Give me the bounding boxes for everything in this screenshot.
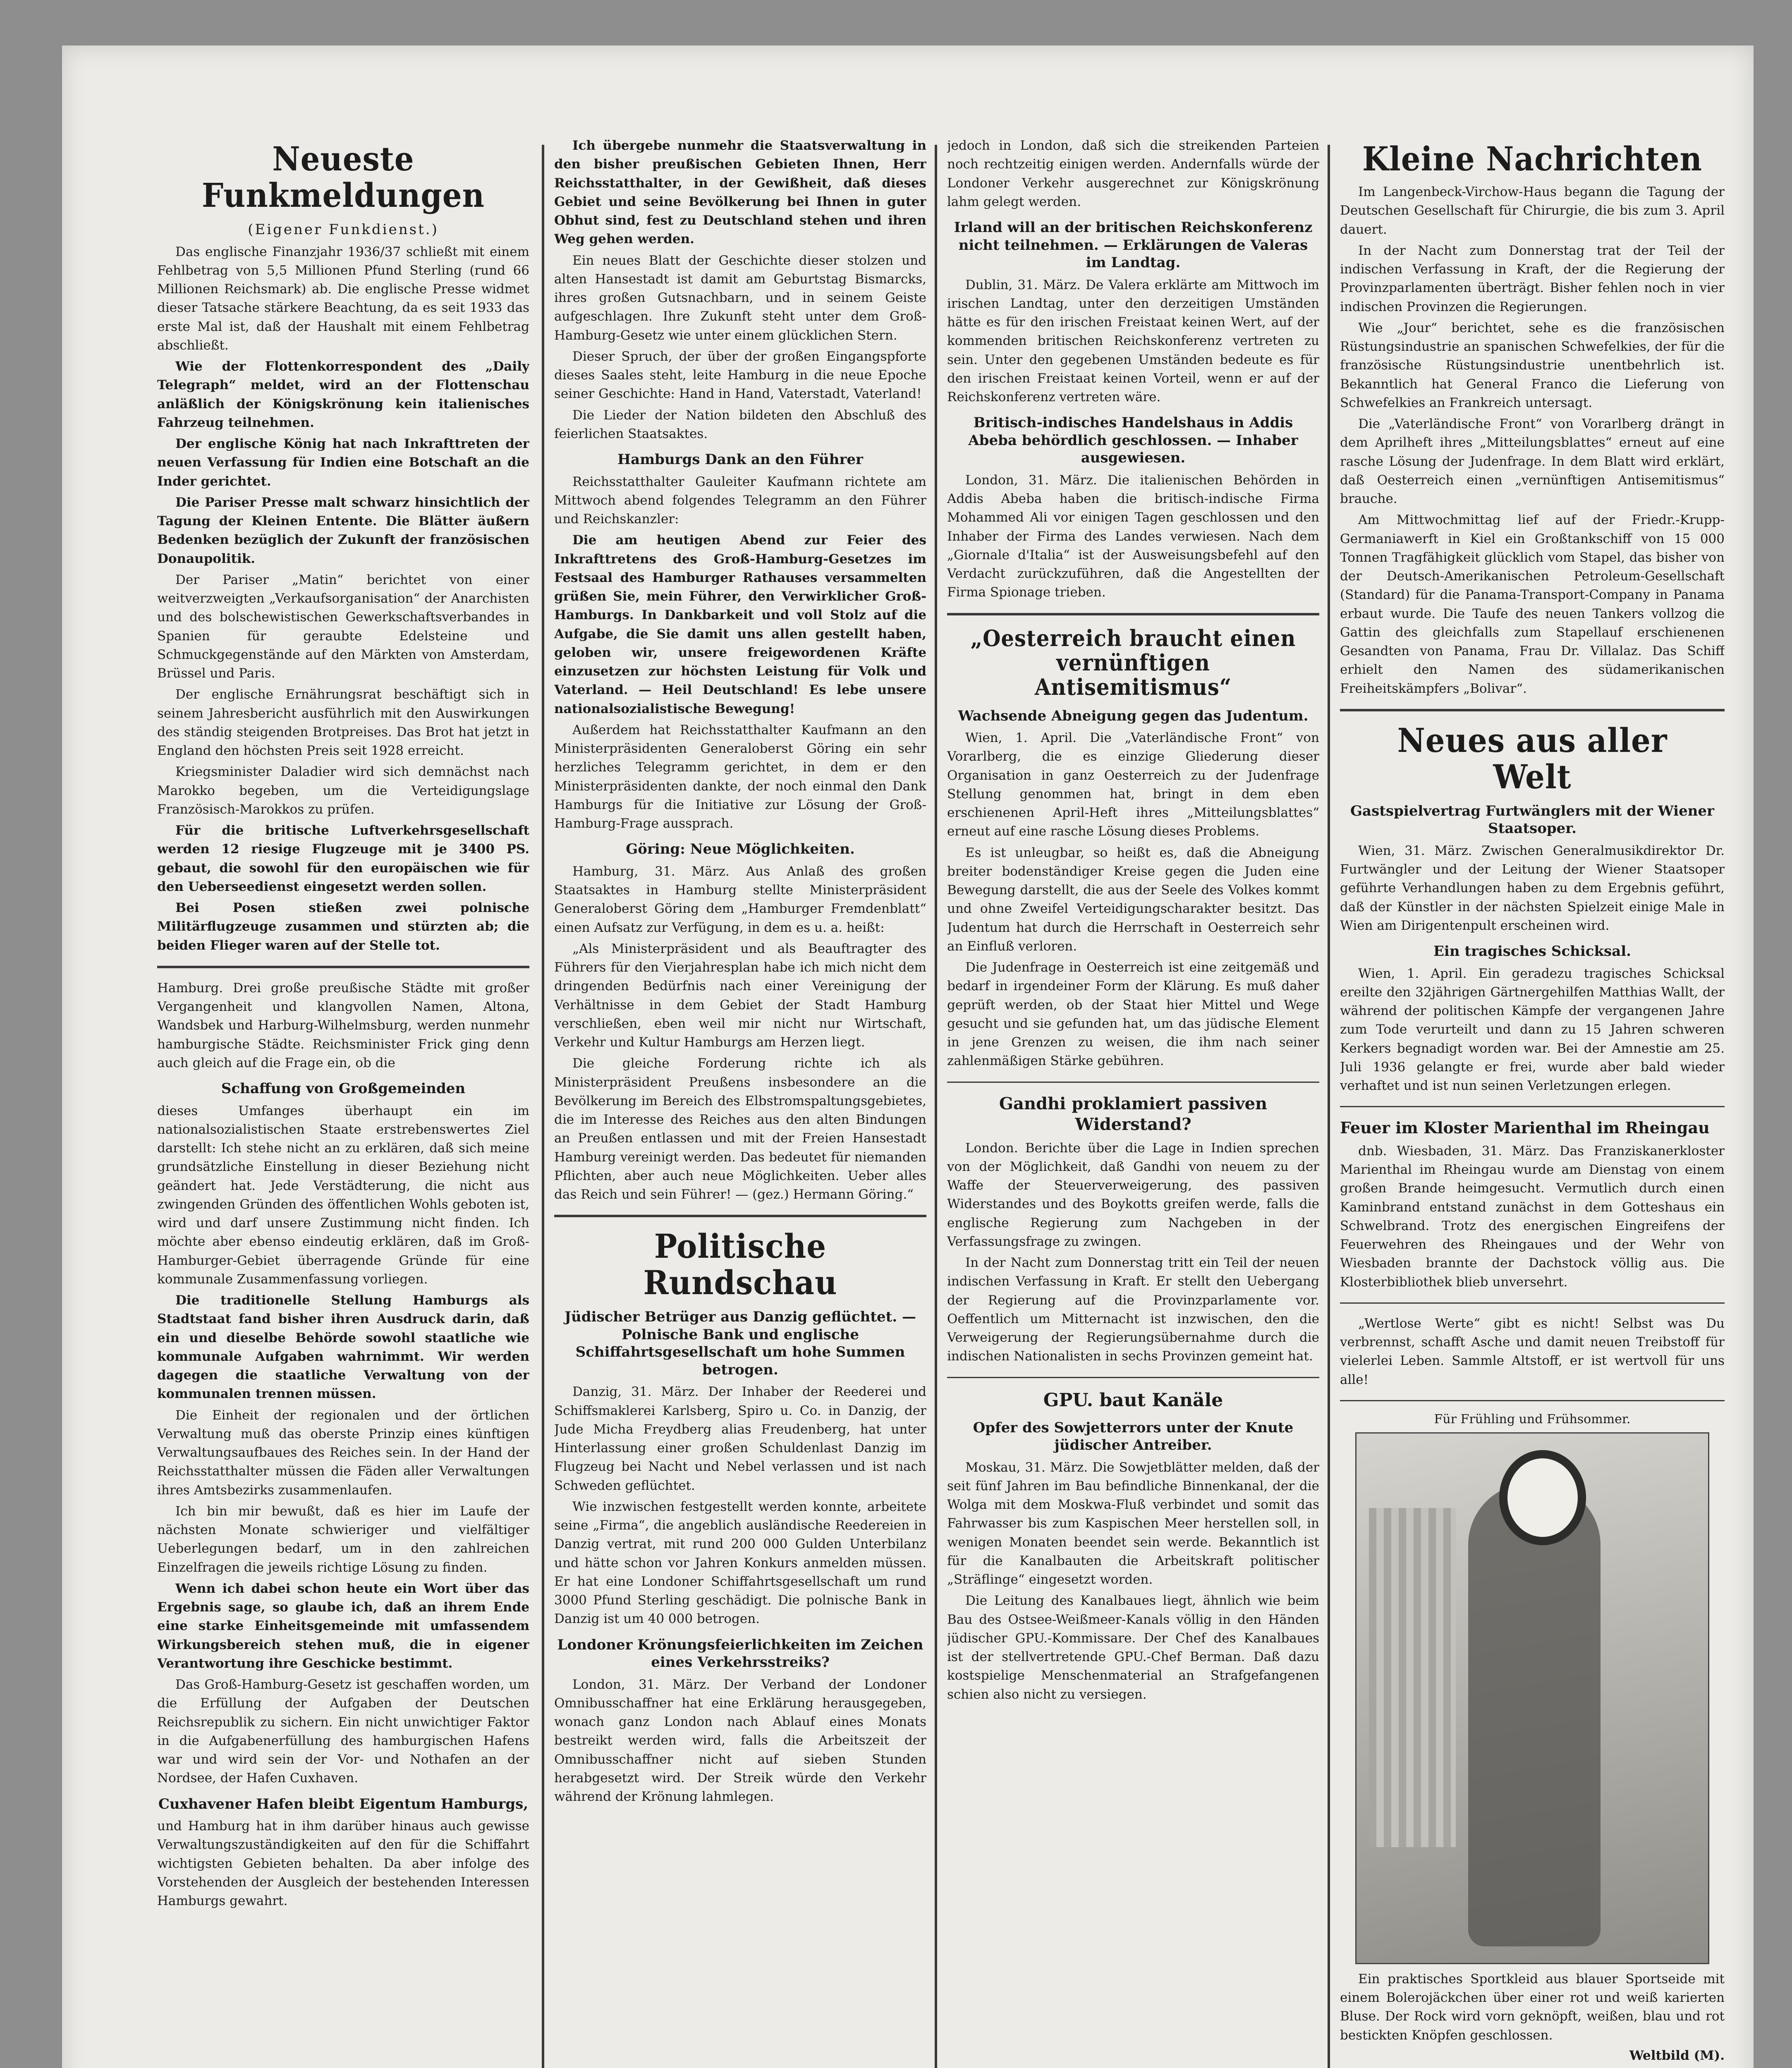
article-paragraph: Wie inzwischen festgestellt werden konnte, arbeitete seine „Firma“, die angeblich ausländische Reedereien in Danzig vertrat, mit rund 200 000 Gulden Unterbilanz und hätte schon vor Jahren Konkurs anmelden müssen. Er hat eine Londoner Schiffahrtsgesellschaft um rund 3000 Pfund Sterling geschädigt. Die polnische Bank in Danzig ist um 40 000 betrogen.	[554, 1499, 926, 1627]
headline-neues-aus-aller-welt: Neues aus aller Welt	[1397, 720, 1668, 796]
section-rule	[1340, 1302, 1725, 1304]
news-paragraph: Im Langenbeck-Virchow-Haus begann die Tagung der Deutschen Gesellschaft für Chirurgie, die bis zum 3. April dauert.	[1340, 184, 1725, 237]
article-paragraph: Die Lieder der Nation bildeten den Abschluß des feierlichen Staatsaktes.	[554, 407, 926, 441]
section-rule	[1340, 1106, 1725, 1107]
news-paragraph: Für die britische Luftverkehrsgesellschaft werden 12 riesige Flugzeuge mit je 3400 PS. gebaut, die sowohl für den europäischen wie für den Ueberseedienst eingesetzt werden sollen.	[157, 823, 529, 894]
article-paragraph: dieses Umfanges überhaupt ein im nationalsozialistischen Staate erstrebenswertes Ziel darstellt: Ich stehe nicht an zu erklären, daß sich meine grundsätzliche Einstellung in dieser Beziehung nicht geändert hat. Jede Verstädterung, die nicht aus zwingenden Gründen des öffentlichen Wohls geboten ist, wird und darf unsere Zustimmung nicht finden. Ich möchte aber ebenso eindeutig erklären, daß im Groß-Hamburger-Gebiet überragende Gründe für eine kommunale Zusammenfassung vorliegen.	[157, 1103, 529, 1287]
headline-antisemitismus: „Oesterreich braucht einen vernünftigen Antisemitismus“	[970, 625, 1296, 701]
article-paragraph: „Als Ministerpräsident und als Beauftragter des Führers für den Vierjahresplan habe ich mich nicht dem dringenden Bedürfnis nach einer Vereinigung der Verhältnisse in dem Gebiet der Stadt Hamburg verschließen, eben weil mir nicht nur Wirtschaft, Verkehr und Kultur Hamburgs am Herzen liegt.	[554, 941, 926, 1050]
news-paragraph: Am Mittwochmittag lief auf der Friedr.-Krupp-Germaniawerft in Kiel ein Großtankschiff von 15 000 Tonnen Tragfähigkeit glücklich vom Stapel, das bisher von der Deutsch-Amerikanischen Petroleum-Gesellschaft (Standard) für die Panama-Transport-Company in Panama erbaut wurde. Die Taufe des neuen Tankers vollzog die Gattin des gleichfalls zum Stapellauf erschienenen Gesandten von Panama, Frau Dr. Villalaz. Das Schiff erhielt den Namen des südamerikanischen Freiheitskämpfers „Bolivar“.	[1340, 512, 1725, 696]
subheading: Schaffung von Großgemeinden	[221, 1080, 466, 1097]
column-2	[554, 136, 926, 2068]
article-paragraph: Dublin, 31. März. De Valera erklärte am Mittwoch im irischen Landtag, unter den derzeitigen Umständen hätte es für den irischen Freistaat keinen Wert, auf der kommenden britischen Reichskonferenz vertreten zu sein. Unter den gegebenen Umständen bedeute es für den irischen Freistaat keinen Vorteil, wenn er auf der Reichskonferenz vertreten wäre.	[947, 277, 1319, 405]
source-line: (Eigener Funkdienst.)	[248, 221, 439, 238]
section-rule	[947, 1377, 1319, 1378]
news-paragraph: In der Nacht zum Donnerstag trat der Teil der indischen Verfassung in Kraft, der die Regierung der Provinzparlamenten überträgt. Bisher fehlen noch in vier indischen Provinzen die Regierungen.	[1340, 243, 1725, 314]
article-paragraph: Dieser Spruch, der über der großen Eingangspforte dieses Saales steht, leite Hamburg in die neue Epoche seiner Geschichte: Hand in Hand, Vaterstadt, Vaterland!	[554, 349, 926, 402]
subheading: Ein tragisches Schicksal.	[1433, 943, 1631, 960]
article-paragraph: Außerdem hat Reichsstatthalter Kaufmann an den Ministerpräsidenten Generaloberst Göring ein sehr herzliches Telegramm gerichtet, in dem er den Ministerpräsidenten dankte, der noch einmal den Dank Hamburgs für die Initiative zur Lösung der Groß-Hamburg-Frage aussprach.	[554, 722, 926, 831]
photo-curtain	[1369, 1508, 1456, 1847]
article-paragraph: Die traditionelle Stellung Hamburgs als Stadtstaat fand bisher ihren Ausdruck darin, daß ein und dieselbe Behörde sowohl staatliche wie kommunale Aufgaben wahrnimmt. Wir werden dagegen die staatliche Verwaltung von der kommunalen trennen müssen.	[157, 1293, 529, 1402]
news-paragraph: Wie „Jour“ berichtet, sehe es die französischen Rüstungsindustrie an spanischen Schwefelkies, der für die französische Rüstungsindustrie unentbehrlich ist. Bekanntlich hat General Franco die Lieferung von Schwefelkies an Frankreich untersagt.	[1340, 320, 1725, 410]
column-rule	[935, 145, 937, 2068]
news-paragraph: Wie der Flottenkorrespondent des „Daily Telegraph“ meldet, wird an der Flottenschau anläßlich der Königskrönung kein italienisches Fahrzeug teilnehmen.	[157, 359, 529, 430]
article-paragraph: London, 31. März. Der Verband der Londoner Omnibusschaffner hat eine Erklärung herausgegeben, wonach ganz London nach Ablauf eines Monats bestreikt werden wird, falls die Arbeitszeit der Omnibusschaffner nicht auf sieben Stunden herabgesetzt wird. Der Streik würde den Verkehr während der Krönung lahmlegen.	[554, 1677, 926, 1804]
photo-title: Für Frühling und Frühsommer.	[1434, 1412, 1631, 1427]
subheading: Cuxhavener Hafen bleibt Eigentum Hamburgs,	[158, 1795, 529, 1812]
article-paragraph: Ich bin mir bewußt, daß es hier im Laufe der nächsten Monate schwieriger und vielfältiger Ueberlegungen bedarf, um in den zahlreichen Einzelfragen die jeweils richtige Lösung zu finden.	[157, 1503, 529, 1575]
subheading: Irland will an der britischen Reichskonferenz nicht teilnehmen. — Erklärungen de Valeras im Landtag.	[954, 219, 1313, 271]
article-paragraph: Die Einheit der regionalen und der örtlichen Verwaltung muß das oberste Prinzip eines künftigen Verwaltungsaufbaues des Reiches sein. In der Hand der Reichsstatthalter müssen die Fäden aller Verwaltungen ihres Amtsbezirks zusammenlaufen.	[157, 1407, 529, 1498]
subheading: Hamburgs Dank an den Führer	[617, 451, 863, 468]
subheading: Feuer im Kloster Marienthal im Rheingau	[1340, 1118, 1710, 1137]
subheading: Londoner Krönungsfeierlichkeiten im Zeichen eines Verkehrsstreiks?	[557, 1636, 924, 1671]
column-1	[157, 136, 529, 2068]
article-paragraph: Danzig, 31. März. Der Inhaber der Reederei und Schiffsmaklerei Karlsberg, Spiro u. Co. in Danzig, der Jude Micha Freydberg alias Freudenberg, hat unter Hinterlassung einer großen Schuldenlast Danzig im Flugzeug bei Nacht und Nebel verlassen und ist nach Schweden geflüchtet.	[554, 1384, 926, 1493]
column-rule	[1328, 145, 1330, 2068]
article-paragraph: Die gleiche Forderung richte ich als Ministerpräsident Preußens insbesondere an die Bevölkerung im Bereich des Elbstromspaltungsgebietes, die im Interesse des Reiches aus den alten Bindungen an Preußen entlassen und mit der Freien Hansestadt Hamburg vereinigt werden. Das bedeutet für niemanden Pflichten, aber auch neue Möglichkeiten. Ueber alles das Reich und sein Führer! — (gez.) Hermann Göring.“	[554, 1056, 926, 1202]
column-4	[1340, 136, 1725, 2068]
article-paragraph: Wien, 1. April. Die „Vaterländische Front“ von Vorarlberg, die es einzige Gliederung dieser Organisation in ganz Oesterreich zu der Judenfrage Stellung genommen hat, bringt in dem eben erschienenen April-Heft ihres „Mitteilungsblattes“ erneut auf eine rasche Lösung dieses Problems.	[947, 730, 1319, 839]
news-paragraph: Kriegsminister Daladier wird sich demnächst nach Marokko begeben, um die Verteidigungslage Französisch-Marokkos zu prüfen.	[157, 764, 529, 817]
section-rule	[1340, 709, 1725, 711]
article-paragraph: Die Judenfrage in Oesterreich ist eine zeitgemäß und bedarf in irgendeiner Form der Klärung. Es muß daher geprüft werden, ob der Staat hier Mittel und Wege gesucht und sie gefunden hat, um das jüdische Element in jene Grenzen zu weisen, die ihm nach seiner zahlenmäßigen Stärke gebühren.	[947, 960, 1319, 1069]
section-rule	[947, 613, 1319, 615]
article-paragraph: Ich übergebe nunmehr die Staatsverwaltung in den bisher preußischen Gebieten Ihnen, Herr Reichsstatthalter, in der Gewißheit, daß dieses Gebiet und seine Bevölkerung bei Ihnen in guter Obhut sind, fest zu Deutschland stehen und ihren Weg gehen werden.	[554, 138, 926, 247]
article-paragraph: Wenn ich dabei schon heute ein Wort über das Ergebnis sage, so glaube ich, daß an ihrem Ende eine starke Einheitsgemeinde mit umfassendem Wirkungsbereich stehen muß, die in eigener Verantwortung ihre Geschicke bestimmt.	[157, 1581, 529, 1671]
photo-figure	[1468, 1483, 1601, 1946]
article-paragraph: Wien, 31. März. Zwischen Generalmusikdirektor Dr. Furtwängler und der Leitung der Wiener Staatsoper geführte Verhandlungen haben zu dem Ergebnis geführt, daß der Künstler in der nächsten Spielzeit einige Male in Wien am Dirigentenpult erscheinen wird.	[1340, 843, 1725, 933]
photo-head	[1499, 1450, 1586, 1545]
subheading: Britisch-indisches Handelshaus in Addis Abeba behördlich geschlossen. — Inhaber ausgewiesen.	[968, 414, 1298, 467]
article-paragraph: Die am heutigen Abend zur Feier des Inkrafttretens des Groß-Hamburg-Gesetzes im Festsaal des Hamburger Rathauses versammelten grüßen Sie, mein Führer, den Verwirklicher Groß-Hamburgs. In Dankbarkeit und voll Stolz auf die Aufgabe, die Sie damit uns allen gestellt haben, geloben wir, unsere freigewordenen Kräfte einzusetzen zur höchsten Leistung für Volk und Vaterland. — Heil Deutschland! Es lebe unsere nationalsozialistische Bewegung!	[554, 533, 926, 716]
article-paragraph: und Hamburg hat in ihm darüber hinaus auch gewisse Verwaltungszuständigkeiten auf den für die Schiffahrt wichtigsten Gebieten behalten. Da aber infolge des Vorstehenden der Ausgleich der bestehenden Interessen Hamburgs gewahrt.	[157, 1819, 529, 1908]
news-paragraph: Das englische Finanzjahr 1936/37 schließt mit einem Fehlbetrag von 5,5 Millionen Pfund Sterling (rund 66 Millionen Reichsmark) ab. Die englische Presse widmet dieser Tatsache stärkere Beachtung, da es seit 1933 das erste Mal ist, daß der Haushalt mit einem Fehlbetrag abschließt.	[157, 244, 529, 353]
article-paragraph: Es ist unleugbar, so heißt es, daß die Abneigung breiter bodenständiger Kreise gegen die Juden eine Bewegung darstellt, die aus der Seele des Volkes kommt und ohne Zweifel Verteidigungscharakter besitzt. Das Judentum hat durch die Herrschaft in Oesterreich sehr an Einfluß verloren.	[947, 845, 1319, 954]
article-paragraph: dnb. Wiesbaden, 31. März. Das Franziskanerkloster Marienthal im Rheingau wurde am Dienstag von einem großen Brande heimgesucht. Vermutlich durch einen Kaminbrand entstand zunächst in dem Gotteshaus ein Schwelbrand. Trotz des energischen Eingreifens der Feuerwehren des Rheingaues und der Wehr von Wiesbaden brannte der Dachstock völlig aus. Die Klosterbibliothek blieb unversehrt.	[1340, 1143, 1725, 1290]
news-paragraph: Der Pariser „Matin“ berichtet von einer weitverzweigten „Verkaufsorganisation“ der Anarchisten und des bolschewistischen Gewerkschaftsverbandes in Spanien für geraubte Edelsteine und Schmuckgegenstände auf den Märkten von Amsterdam, Brüssel und Paris.	[157, 572, 529, 681]
news-paragraph: Die „Vaterländische Front“ von Vorarlberg drängt in dem Aprilheft ihres „Mitteilungsblattes“ erneut auf eine rasche Lösung der Judenfrage. In dem Blatt wird erklärt, daß Oesterreich einen „vernünftigen Antisemitismus“ brauche.	[1340, 416, 1725, 506]
article-paragraph: In der Nacht zum Donnerstag tritt ein Teil der neuen indischen Verfassung in Kraft. Er stellt den Uebergang der Regierung auf die Provinzparlamente vor. Oeffentlich um Mitternacht ist inzwischen, den die Verweigerung der Regierungsübernahme durch die indischen Nationalisten in sechs Provinzen gemeint hat.	[947, 1255, 1319, 1364]
headline-politische-rundschau: Politische Rundschau	[643, 1227, 837, 1302]
article-paragraph: jedoch in London, daß sich die streikenden Parteien noch rechtzeitig einigen werden. Andernfalls würde der Londoner Verkehr ausgerechnet zur Königskrönung lahm gelegt werden.	[947, 138, 1319, 209]
section-rule	[554, 1215, 926, 1217]
headline-funkmeldungen: Neueste Funkmeldungen	[202, 139, 485, 215]
article-paragraph: Das Groß-Hamburg-Gesetz ist geschaffen worden, um die Erfüllung der Aufgaben der Deutschen Reichsrepublik zu sichern. Ein nicht unwichtiger Faktor in die Aufgabenerfüllung des hamburgischen Hafens war und wird sein der Vor- und Nothafen an der Nordsee, der Hafen Cuxhaven.	[157, 1677, 529, 1786]
article-paragraph: London. Berichte über die Lage in Indien sprechen von der Möglichkeit, daß Gandhi von neuem zu der Waffe der Steuerverweigerung, des passiven Widerstandes und des Boykotts greifen werde, falls die englische Regierung zum Nachgeben in der Verfassungsfrage zu zwingen.	[947, 1140, 1319, 1249]
news-paragraph: Der englische König hat nach Inkrafttreten der neuen Verfassung für Indien eine Botschaft an die Inder gerichtet.	[157, 436, 529, 489]
subheading: GPU. baut Kanäle	[1043, 1389, 1223, 1411]
article-paragraph: Hamburg. Drei große preußische Städte mit großer Vergangenheit und klangvollen Namen, Altona, Wandsbek und Harburg-Wilhelmsburg, werden nunmehr hamburgische Städte. Reichsminister Frick ging denn auch gleich auf die Frage ein, ob die	[157, 980, 529, 1070]
notice-paragraph: „Wertlose Werte“ gibt es nicht! Selbst was Du verbrennst, schafft Asche und damit neuen Treibstoff für vielerlei Leben. Sammle Altstoff, er ist wertvoll für uns alle!	[1340, 1316, 1725, 1387]
article-paragraph: Reichsstatthalter Gauleiter Kaufmann richtete am Mittwoch abend folgendes Telegramm an den Führer und Reichskanzler:	[554, 474, 926, 527]
subheading: Jüdischer Betrüger aus Danzig geflüchtet. — Polnische Bank und englische Schiffahrtsgesellschaft um hohe Summen betrogen.	[564, 1309, 916, 1378]
fashion-photo	[1355, 1432, 1709, 1964]
article-paragraph: Die Leitung des Kanalbaues liegt, ähnlich wie beim Bau des Ostsee-Weißmeer-Kanals völlig in den Händen jüdischer GPU.-Kommissare. Der Chef des Kanalbaues ist der stellvertretende GPU.-Chef Berman. Daß dazu kostspielige Menschenmaterial an Strafgefangenen schien also nicht zu versiegen.	[947, 1593, 1319, 1702]
section-rule	[157, 966, 529, 968]
newspaper-page	[62, 45, 1754, 2068]
news-paragraph: Der englische Ernährungsrat beschäftigt sich in seinem Jahresbericht ausführlich mit den Auswirkungen des ständig steigenden Brotpreises. Das Brot hat jetzt in England den höchsten Preis seit 1928 erreicht.	[157, 687, 529, 758]
subheading: Wachsende Abneigung gegen das Judentum.	[958, 707, 1309, 724]
article-paragraph: Hamburg, 31. März. Aus Anlaß des großen Staatsaktes in Hamburg stellte Ministerpräsident Generaloberst Göring dem „Hamburger Fremdenblatt“ einen Aufsatz zur Verfügung, in dem es u. a. heißt:	[554, 864, 926, 935]
column-3	[947, 136, 1319, 2068]
photo-credit: Weltbild (M).	[1629, 2048, 1725, 2063]
subheading: Göring: Neue Möglichkeiten.	[626, 841, 855, 858]
section-rule	[947, 1082, 1319, 1083]
article-paragraph: Ein neues Blatt der Geschichte dieser stolzen und alten Hansestadt ist damit am Geburtstag Bismarcks, ihres großen Gutsnachbarn, und in seinem Geiste aufgeschlagen. Ihre Zukunft steht unter dem Groß-Hamburg-Gesetz wie unter einem glücklichen Stern.	[554, 253, 926, 343]
subheading: Gandhi proklamiert passiven Widerstand?	[999, 1094, 1268, 1134]
photo-caption: Ein praktisches Sportkleid aus blauer Sportseide mit einem Bolerojäckchen über einer rot und weiß karierten Bluse. Der Rock wird vorn geknöpft, weißen, blau und rot bestickten Knöpfen geschlossen.	[1340, 1971, 1725, 2043]
section-rule	[1340, 1400, 1725, 1401]
subheading: Opfer des Sowjetterrors unter der Knute jüdischer Antreiber.	[973, 1419, 1294, 1454]
subheading: Gastspielvertrag Furtwänglers mit der Wiener Staatsoper.	[1350, 802, 1714, 837]
news-paragraph: Die Pariser Presse malt schwarz hinsichtlich der Tagung der Kleinen Entente. Die Blätter äußern Bedenken bezüglich der Zukunft der französischen Donaupolitik.	[157, 495, 529, 566]
headline-kleine-nachrichten: Kleine Nachrichten	[1362, 139, 1702, 178]
article-paragraph: Wien, 1. April. Ein geradezu tragisches Schicksal ereilte den 32jährigen Gärtnergehilfen Matthias Wallt, der während der politischen Kämpfe der vergangenen Jahre zum Tode verurteilt und dann zu 15 Jahren schweren Kerkers begnadigt worden war. Bei der Amnestie am 25. Juli 1936 gelangte er frei, wurde aber bald wieder verhaftet und ist nun seinen Verletzungen erlegen.	[1340, 966, 1725, 1093]
article-paragraph: London, 31. März. Die italienischen Behörden in Addis Abeba haben die britisch-indische Firma Mohammed Ali vor einigen Tagen geschlossen und den Inhaber der Firma des Landes verwiesen. Nach dem „Giornale d'Italia“ ist der Ausweisungsbefehl auf den Verdacht zurückzuführen, daß die Angestellten der Firma Spionage trieben.	[947, 472, 1319, 600]
column-rule	[542, 145, 544, 2068]
news-paragraph: Bei Posen stießen zwei polnische Militärflugzeuge zusammen und stürzten ab; die beiden Flieger waren auf der Stelle tot.	[157, 900, 529, 953]
article-paragraph: Moskau, 31. März. Die Sowjetblätter melden, daß der seit fünf Jahren im Bau befindliche Binnenkanal, der die Wolga mit dem Moskwa-Fluß verbindet und somit das Fahrwasser bis zum Kaspischen Meer herstellen soll, in wenigen Monaten beendet sein werde. Bekanntlich ist für die Kanalbauten die Arbeitskraft politischer „Sträflinge“ eingesetzt worden.	[947, 1460, 1319, 1587]
